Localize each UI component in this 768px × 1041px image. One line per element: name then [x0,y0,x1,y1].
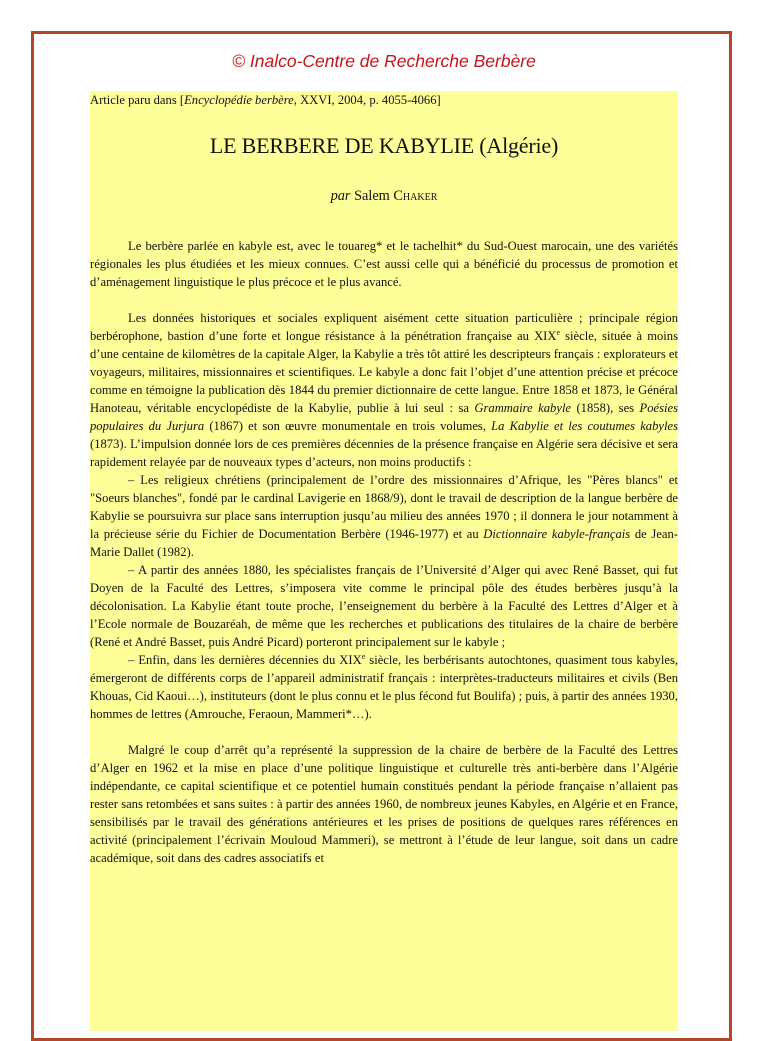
paragraph-2-text-d: (1867) et son œuvre monumentale en trois volumes, [204,419,492,433]
byline [90,187,678,205]
paragraph-5-superscript: e [361,651,366,661]
paragraph-3-text-a: – Les religieux chrétiens (principalement de l’ordre des missionnaires d’Afrique, les "Pères blancs" et "Soeurs blanches", fondé par le cardinal Lavigerie en 1868/9), dont le travail de description de la langue berbère de Kabylie se poursuivra sur place sans interruption jusqu’au milieu des années 1970 ; il donnera le jour notamment à la précieuse série du Fichier de Documentation Berbère (1946-1977) et au [90,473,678,541]
paragraph-2-work-kabylie: La Kabylie et les coutumes kabyles [491,419,678,433]
paragraph-5-text-a: – Enfin, dans les dernières décennies du XIX [128,653,362,667]
source-citation [90,91,678,109]
paragraph-2-superscript: e [556,327,561,337]
paragraph-2-text-b: siècle, située à moins d’une centaine de kilomètres de la capitale Alger, la Kabylie a très tôt attiré les descripteurs français : explorateurs et voyageurs, militaires, missionnaires et scientifiques. Le kabyle a donc fait l’objet d’une attention précise et précoce comme en témoigne la publication dès 1844 du premier dictionnaire de cette langue. Entre 1858 et 1873, le Général Hanoteau, véritable encyclopédiste de la Kabylie, publie à lui seul : sa [90,329,679,415]
article-body [90,237,678,867]
copyright-banner: © Inalco-Centre de Recherche Berbère [232,51,536,71]
paragraph-3 [90,471,678,561]
byline-par: par [330,188,351,204]
paragraph-2-work-poesies: Poésies populaires du Jurjura [90,401,679,433]
document-page [90,91,678,1031]
author-first-name: Salem [354,188,390,204]
source-details: , XXVI, 2004, p. 4055-4066] [293,93,441,107]
paragraph-5 [90,651,678,723]
paragraph-6: Malgré le coup d’arrêt qu’a représenté la suppression de la chaire de berbère de la Faculté des Lettres d’Alger en 1962 et la mise en place d’une politique linguistique et culturelle très anti-berbère dans l’Algérie indépendante, ce capital scientifique et ce potentiel humain constitués pendant la période française n’allaient pas rester sans retombées et sans suites : à partir des années 1960, de nombreux jeunes Kabyles, en Algérie et en France, sensibilisés par le travail des générations antérieures et les prises de positions de quelques rares références en activité (principalement l’écrivain Mouloud Mammeri), se mettront à l’étude de leur langue, soit dans un cadre académique, soit dans des cadres associatifs et [90,743,678,865]
paragraph-4: – A partir des années 1880, les spécialistes français de l’Université d’Alger qui avec René Basset, qui fut Doyen de la Faculté des Lettres, s’imposera vite comme le principal pôle des études berbères jusqu’à la décolonisation. La Kabylie étant toute proche, l’enseignement du berbère à la Faculté des Lettres d’Alger et à l’Ecole normale de Bouzaréah, de même que les recherches et publications des titulaires de la chaire de berbère (René et André Basset, puis André Picard) porteront principalement sur le kabyle ; [90,563,678,649]
paragraph-2 [90,309,678,471]
paragraph-3-text-b: de Jean-Marie Dallet (1982). [90,527,678,559]
paragraph-5-text-b: siècle, les berbérisants autochtones, quasiment tous kabyles, émergeront de différents corps de l’appareil administratif français : interprètes-traducteurs militaires et civils (Ben Khouas, Cid Kaoui…), instituteurs (dont le plus connu et le plus fécond fut Boulifa) ; puis, à partir des années 1930, hommes de lettres (Amrouche, Feraoun, Mammeri*…). [90,653,678,721]
paragraph-2-text-a: Les données historiques et sociales expliquent aisément cette situation particulière ; principale région berbérophone, bastion d’une forte et longue résistance à la pénétration française au XIX [90,311,678,343]
paragraph-2-text-e: (1873). L’impulsion donnée lors de ces premières décennies de la présence française en Algérie sera décisive et sera rapidement relayée par de nouveaux types d’acteurs, non moins productifs : [90,437,678,469]
paragraph-2-text-c: (1858), ses [571,401,640,415]
source-prefix: Article paru dans [ [90,93,185,107]
paragraph-3-work-dictionnaire: Dictionnaire kabyle-français [483,527,631,541]
paragraph-1: Le berbère parlée en kabyle est, avec le touareg* et le tachelhit* du Sud-Ouest marocain, une des variétés régionales les plus étudiées et les mieux connues. C’est aussi celle qui a bénéficié du processus de promotion et d’aménagement linguistique le plus précoce et le plus avancé. [90,239,678,289]
article-title: LE BERBERE DE KABYLIE (Algérie) [209,133,559,158]
paragraph-2-work-grammaire: Grammaire kabyle [474,401,572,415]
source-work: Encyclopédie berbère [184,93,294,107]
author-last-name: Chaker [393,188,438,204]
